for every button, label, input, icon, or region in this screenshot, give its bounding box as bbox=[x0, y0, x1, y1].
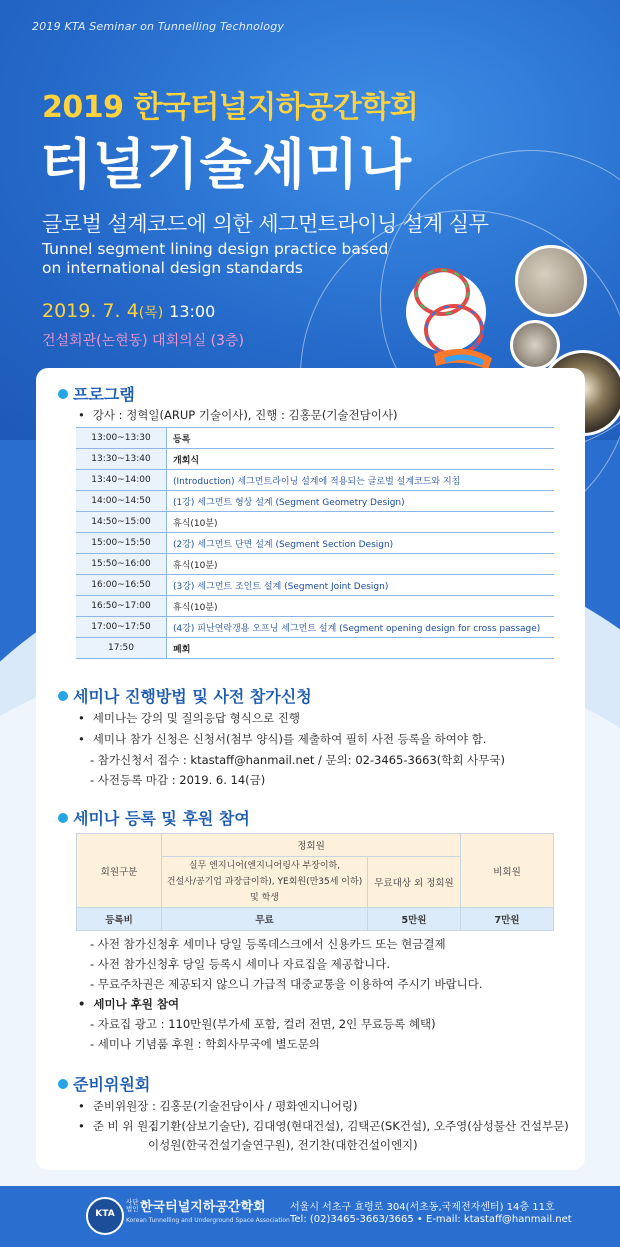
method-contact: - 참가신청서 접수 : ktastaff@hanmail.net / 문의: 02-3465-3663(학회 사무국) bbox=[90, 753, 505, 767]
method-deadline: - 사전등록 마감 : 2019. 6. 14(금) bbox=[90, 773, 266, 787]
section-dot-icon bbox=[58, 691, 68, 701]
method-bullet-2: • 세미나 참가 신청은 신청서(첨부 양식)를 제출하여 필히 사전 등록을 하여야 함. bbox=[78, 731, 486, 747]
fee-table bbox=[76, 833, 554, 931]
committee-members-2: 이성원(한국건설기술연구원), 전기찬(대한건설이엔지) bbox=[148, 1138, 418, 1152]
address: 서울시 서초구 효령로 304(서초동,국제전자센터) 14층 11호 bbox=[290, 1202, 555, 1213]
org-english-name: Korean Tunnelling and Underground Space Association bbox=[126, 1217, 290, 1224]
committee-members-label: • 준 비 위 원 : bbox=[78, 1118, 156, 1134]
committee-heading: 준비위원회 bbox=[58, 1072, 150, 1095]
society-title: 2019 한국터널지하공간학회 bbox=[42, 90, 419, 125]
table-row: 13:00~13:30 등록 bbox=[76, 428, 554, 449]
contact: Tel: (02)3465-3663/3665 • E-mail: ktastaff@hanmail.net bbox=[290, 1214, 572, 1225]
program-heading: 프로그램 bbox=[58, 382, 135, 405]
table-row: 14:00~14:50 (1강) 세그먼트 형상 설계 (Segment Geometry Design) bbox=[76, 491, 554, 512]
seminar-caption: 2019 KTA Seminar on Tunnelling Technology bbox=[32, 20, 285, 33]
section-dot-icon bbox=[58, 1079, 68, 1089]
table-row: 등록비 무료 5만원 7만원 bbox=[77, 908, 554, 931]
committee-members-1: 김기환(삼보기술단), 김대영(현대건설), 김택곤(SK건설), 오주영(삼성물산 건설부문) bbox=[148, 1119, 569, 1133]
table-row: 16:00~16:50 (3강) 세그먼트 조인트 설계 (Segment Joint Design) bbox=[76, 575, 554, 596]
event-time: 13:00 bbox=[169, 302, 216, 321]
table-row: 13:30~13:40 개회식 bbox=[76, 449, 554, 470]
subtitle-english: Tunnel segment lining design practice based on international design standards bbox=[42, 240, 389, 277]
sponsor-gift: - 세미나 기념품 후원 : 학회사무국에 별도문의 bbox=[90, 1037, 320, 1051]
date-text: 2019. 7. 4 bbox=[42, 300, 139, 322]
table-row: 15:00~15:50 (2강) 세그먼트 단면 설계 (Segment Section Design) bbox=[76, 533, 554, 554]
table-row: 16:50~17:00 휴식(10분) bbox=[76, 596, 554, 617]
sponsor-heading: • 세미나 후원 참여 bbox=[78, 996, 179, 1012]
subtitle-korean: 글로벌 설계코드에 의한 세그먼트라이닝 설계 실무 bbox=[42, 212, 489, 236]
org-name: 한국터널지하공간학회 bbox=[140, 1200, 266, 1215]
fee-note-2: - 사전 참가신청후 당일 등록시 세미나 자료집을 제공합니다. bbox=[90, 957, 391, 971]
fee-note-1: - 사전 참가신청후 세미나 당일 등록데스크에서 신용카드 또는 현금결제 bbox=[90, 937, 446, 951]
weekday: (목) bbox=[138, 305, 164, 321]
method-bullet-1: • 세미나는 강의 및 질의응답 형식으로 진행 bbox=[78, 710, 300, 726]
section-dot-icon bbox=[58, 813, 68, 823]
method-heading: 세미나 진행방법 및 사전 참가신청 bbox=[58, 684, 312, 707]
tunnel-photo bbox=[515, 245, 587, 317]
table-row: 15:50~16:00 휴식(10분) bbox=[76, 554, 554, 575]
table-row: 13:40~14:00 (Introduction) 세그먼트라이닝 설계에 적용되는 글로벌 설계코드와 지침 bbox=[76, 470, 554, 491]
table-row: 17:00~17:50 (4강) 피난연락갱용 오프닝 세그먼트 설계 (Segment opening design for cross passage) bbox=[76, 617, 554, 638]
program-speaker: • 강사 : 정혁일(ARUP 기술이사), 진행 : 김홍문(기술전담이사) bbox=[78, 407, 397, 423]
event-date bbox=[42, 300, 215, 322]
venue: 건설회관(논현동) 대회의실 (3층) bbox=[42, 333, 244, 349]
section-dot-icon bbox=[58, 389, 68, 399]
seminar-title: 터널기술세미나 bbox=[40, 133, 413, 196]
table-row: 실무 엔지니어(엔지니어링사 부장이하, 건설사/공기업 과장급이하), YE회원(만35세 이하) 및 학생 무료대상 외 정회원 bbox=[77, 857, 554, 908]
org-prefix: 사단 법인 bbox=[126, 1198, 139, 1213]
fee-note-3: - 무료주차권은 제공되지 않으니 가급적 대중교통을 이용하여 주시기 바랍니다. bbox=[90, 977, 483, 991]
program-schedule-table bbox=[76, 427, 554, 659]
sponsor-ad: - 자료집 광고 : 110만원(부가세 포함, 컬러 전면, 2인 무료등록 혜택) bbox=[90, 1017, 436, 1031]
table-row: 회원구분 정회원 비회원 bbox=[77, 834, 554, 857]
kta-logo: KTA bbox=[86, 1197, 124, 1235]
table-row: 17:50 폐회 bbox=[76, 638, 554, 659]
fee-heading: 세미나 등록 및 후원 참여 bbox=[58, 806, 250, 829]
committee-chair: • 준비위원장 : 김홍문(기술전담이사 / 평화엔지니어링) bbox=[78, 1098, 357, 1114]
table-row: 14:50~15:00 휴식(10분) bbox=[76, 512, 554, 533]
